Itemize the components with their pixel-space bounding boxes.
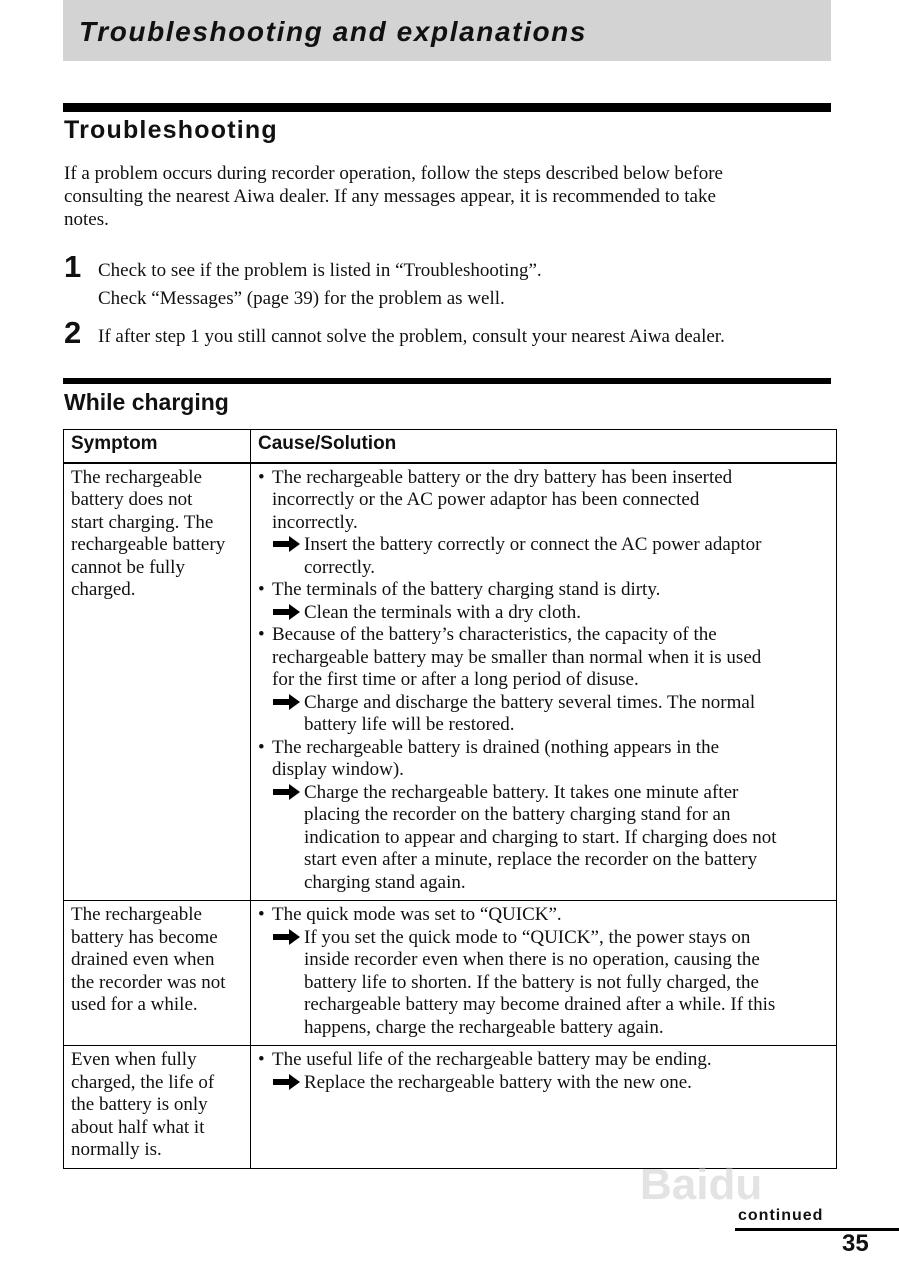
text-line: Check “Messages” (page 39) for the problem as well. bbox=[98, 288, 505, 309]
cause-cell bbox=[251, 901, 837, 1046]
text-line: incorrectly. bbox=[272, 511, 358, 533]
bullet-icon: • bbox=[258, 1049, 265, 1070]
divider bbox=[63, 103, 831, 112]
arrow-right-icon bbox=[272, 692, 302, 719]
step-number: 1 bbox=[64, 249, 82, 284]
text-line: charged. bbox=[71, 579, 136, 600]
text-line: incorrectly or the AC power adaptor has been connected bbox=[272, 489, 700, 510]
subsection-title: While charging bbox=[64, 389, 229, 415]
cause-bullet bbox=[258, 579, 829, 602]
step-number: 2 bbox=[64, 315, 82, 350]
text-line: happens, charge the rechargeable battery again. bbox=[304, 1016, 664, 1038]
text-line: for the first time or after a long period of disuse. bbox=[272, 669, 639, 690]
continued-label: continued bbox=[738, 1207, 824, 1224]
arrow-right-icon bbox=[272, 782, 302, 809]
text-line: Insert the battery correctly or connect the AC power adaptor bbox=[304, 534, 762, 555]
text-line: rechargeable battery may be smaller than normal when it is used bbox=[272, 646, 762, 668]
text-line: charged, the life of bbox=[71, 1071, 215, 1093]
cause-bullet bbox=[258, 1049, 829, 1072]
text-line: The rechargeable battery is drained (nothing appears in the bbox=[272, 736, 720, 758]
text-line: Charge and discharge the battery several times. The normal bbox=[304, 691, 756, 713]
divider bbox=[63, 378, 831, 384]
cause-cell bbox=[251, 1046, 837, 1169]
bullet-icon: • bbox=[258, 904, 265, 925]
text-line: If you set the quick mode to “QUICK”, the power stays on bbox=[304, 926, 751, 948]
text-line: Check to see if the problem is listed in “Troubleshooting”. bbox=[98, 260, 542, 281]
text-line: Because of the battery’s characteristics, the capacity of the bbox=[272, 624, 717, 645]
text-line: rechargeable battery bbox=[71, 534, 226, 555]
cause-cell bbox=[251, 463, 837, 901]
text-line: The useful life of the rechargeable battery may be ending. bbox=[272, 1049, 712, 1070]
text-line: The rechargeable bbox=[71, 904, 202, 925]
text-line: If a problem occurs during recorder operation, follow the steps described below before bbox=[64, 163, 723, 184]
bullet-icon: • bbox=[258, 624, 265, 645]
solution-item bbox=[258, 692, 829, 737]
text-line: battery life will be restored. bbox=[304, 714, 515, 735]
text-line: notes. bbox=[64, 209, 109, 230]
text-line: battery has become bbox=[71, 926, 218, 948]
cause-bullet bbox=[258, 737, 829, 782]
text-line: placing the recorder on the battery charging stand for an bbox=[304, 804, 731, 825]
cause-bullet bbox=[258, 904, 829, 927]
text-line: drained even when bbox=[71, 949, 215, 970]
text-line: The quick mode was set to “QUICK”. bbox=[272, 904, 562, 925]
text-line: Even when fully bbox=[71, 1049, 197, 1070]
page-number: 35 bbox=[842, 1230, 869, 1257]
text-line: the battery is only bbox=[71, 1094, 208, 1115]
text-line: The rechargeable bbox=[71, 466, 202, 488]
text-line: start charging. The bbox=[71, 511, 214, 533]
solution-item bbox=[258, 602, 829, 625]
symptom-cell bbox=[64, 901, 251, 1046]
text-line: Clean the terminals with a dry cloth. bbox=[304, 601, 582, 623]
table-row bbox=[64, 901, 837, 1046]
text-line: battery does not bbox=[71, 489, 193, 510]
text-line: about half what it bbox=[71, 1116, 205, 1138]
text-line: used for a while. bbox=[71, 994, 198, 1015]
text-line: The rechargeable battery or the dry battery has been inserted bbox=[272, 466, 733, 488]
text-line: battery life to shorten. If the battery is not fully charged, the bbox=[304, 971, 759, 993]
header-title: Troubleshooting and explanations bbox=[79, 16, 588, 47]
text-line: inside recorder even when there is no operation, causing the bbox=[304, 949, 760, 970]
text-line: correctly. bbox=[304, 556, 376, 578]
table-row bbox=[64, 1046, 837, 1169]
bullet-icon: • bbox=[258, 736, 265, 758]
cause-bullet bbox=[258, 467, 829, 535]
text-line: the recorder was not bbox=[71, 971, 226, 993]
solution-item bbox=[258, 534, 829, 579]
text-line: charging stand again. bbox=[304, 871, 466, 893]
troubleshooting-table bbox=[63, 429, 837, 1169]
watermark: Baidu bbox=[640, 1160, 763, 1209]
text-line: display window). bbox=[272, 759, 404, 780]
intro-paragraph bbox=[64, 162, 723, 231]
bullet-icon: • bbox=[258, 466, 265, 488]
solution-item bbox=[258, 782, 829, 895]
arrow-right-icon bbox=[272, 927, 302, 954]
solution-item bbox=[258, 1072, 829, 1095]
divider bbox=[735, 1228, 899, 1231]
text-line: cannot be fully bbox=[71, 556, 185, 578]
column-header-symptom: Symptom bbox=[64, 430, 251, 463]
text-line: The terminals of the battery charging stand is dirty. bbox=[272, 579, 661, 600]
text-line: indication to appear and charging to start. If charging does not bbox=[304, 826, 777, 848]
text-line: consulting the nearest Aiwa dealer. If any messages appear, it is recommended to take bbox=[64, 186, 716, 207]
table-row bbox=[64, 463, 837, 901]
text-line: normally is. bbox=[71, 1139, 162, 1160]
arrow-right-icon bbox=[272, 1072, 302, 1099]
arrow-right-icon bbox=[272, 534, 302, 561]
text-line: start even after a minute, replace the recorder on the battery bbox=[304, 849, 758, 870]
solution-item bbox=[258, 927, 829, 1040]
page-header bbox=[63, 0, 831, 61]
text-line: rechargeable battery may become drained after a while. If this bbox=[304, 994, 776, 1015]
column-header-cause: Cause/Solution bbox=[251, 430, 837, 463]
text-line: Charge the rechargeable battery. It takes one minute after bbox=[304, 781, 739, 803]
symptom-cell bbox=[64, 463, 251, 901]
section-title: Troubleshooting bbox=[64, 116, 278, 144]
cause-bullet bbox=[258, 624, 829, 692]
symptom-cell bbox=[64, 1046, 251, 1169]
text-line: Replace the rechargeable battery with the new one. bbox=[304, 1071, 692, 1093]
bullet-icon: • bbox=[258, 579, 265, 600]
text-line: If after step 1 you still cannot solve the problem, consult your nearest Aiwa dealer. bbox=[98, 326, 725, 347]
